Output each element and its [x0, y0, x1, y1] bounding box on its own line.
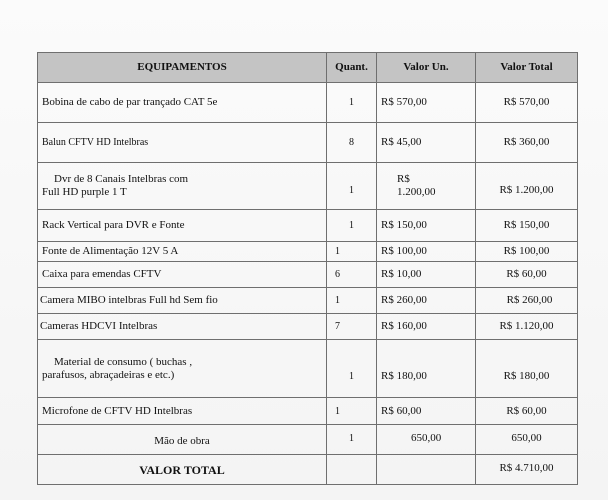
row-qty: 1 [327, 425, 377, 455]
row-unit-price: R$ 10,00 [377, 262, 476, 288]
row-qty: 1 [327, 163, 377, 210]
table-row [38, 340, 578, 398]
row-desc-line-2: Full HD purple 1 T [42, 186, 127, 198]
row-desc-line-1: Dvr de 8 Canais Intelbras com [54, 173, 189, 185]
header-valor-un: Valor Un. [377, 53, 476, 83]
row-total-price: R$ 360,00 [476, 123, 578, 163]
row-unit-price: R$ 160,00 [377, 314, 476, 340]
row-unit-price: R$ 570,00 [377, 83, 476, 123]
header-equipamentos: EQUIPAMENTOS [38, 53, 327, 83]
row-qty: 1 [327, 242, 377, 262]
row-total-price: R$ 150,00 [476, 210, 578, 242]
row-qty: 1 [327, 340, 377, 398]
row-total-price: R$ 60,00 [476, 398, 578, 425]
table-row [38, 163, 578, 210]
row-unit-price: R$ 60,00 [377, 398, 476, 425]
row-qty: 1 [327, 210, 377, 242]
row-total-price: R$ 60,00 [476, 262, 578, 288]
row-unit-line-1: R$ [397, 173, 410, 185]
row-desc: Bobina de cabo de par trançado CAT 5e [38, 83, 327, 123]
row-unit-price: R$ 180,00 [377, 340, 476, 398]
row-qty: 8 [327, 123, 377, 163]
equipment-quote-table [37, 52, 578, 485]
row-unit-price: R$ 100,00 [377, 242, 476, 262]
row-total-price: 650,00 [476, 425, 578, 455]
row-desc-line-1: Material de consumo ( buchas , [54, 355, 193, 368]
table-row [38, 398, 578, 425]
row-desc: Microfone de CFTV HD Intelbras [38, 398, 327, 425]
valor-total-label: VALOR TOTAL [38, 455, 327, 485]
table-row [38, 123, 578, 163]
row-desc: Mão de obra [38, 425, 327, 455]
row-desc [38, 163, 327, 210]
table-row [38, 242, 578, 262]
row-desc: Fonte de Alimentação 12V 5 A [38, 242, 327, 262]
row-desc: Cameras HDCVI Intelbras [38, 314, 327, 340]
row-unit-price [377, 163, 476, 210]
row-desc: Caixa para emendas CFTV [38, 262, 327, 288]
row-total-price: R$ 570,00 [476, 83, 578, 123]
row-unit-line-2: 1.200,00 [397, 186, 436, 198]
row-qty: 1 [327, 288, 377, 314]
table-row [38, 210, 578, 242]
row-qty: 1 [327, 398, 377, 425]
row-desc-line-2: parafusos, abraçadeiras e etc.) [42, 368, 175, 381]
header-quant: Quant. [327, 53, 377, 83]
table-row [38, 314, 578, 340]
table-row [38, 83, 578, 123]
row-unit-price: R$ 150,00 [377, 210, 476, 242]
table-header-row [38, 53, 578, 83]
row-desc: Rack Vertical para DVR e Fonte [38, 210, 327, 242]
row-desc [38, 340, 327, 398]
row-unit-price: R$ 260,00 [377, 288, 476, 314]
table-row [38, 262, 578, 288]
row-qty: 7 [327, 314, 377, 340]
row-qty: 6 [327, 262, 377, 288]
row-total-price: R$ 180,00 [476, 340, 578, 398]
table-footer-row [38, 455, 578, 485]
row-total-price: R$ 260,00 [476, 288, 578, 314]
row-total-price: R$ 1.120,00 [476, 314, 578, 340]
table-row [38, 288, 578, 314]
row-unit-price: 650,00 [377, 425, 476, 455]
row-desc: Camera MIBO intelbras Full hd Sem fio [38, 288, 327, 314]
table-row [38, 425, 578, 455]
row-total-price: R$ 100,00 [476, 242, 578, 262]
header-valor-total: Valor Total [476, 53, 578, 83]
row-unit-price: R$ 45,00 [377, 123, 476, 163]
row-desc: Balun CFTV HD Intelbras [38, 123, 327, 163]
valor-total-amount: R$ 4.710,00 [476, 455, 578, 485]
footer-empty-unit [377, 455, 476, 485]
footer-empty-qty [327, 455, 377, 485]
row-total-price: R$ 1.200,00 [476, 163, 578, 210]
row-qty: 1 [327, 83, 377, 123]
